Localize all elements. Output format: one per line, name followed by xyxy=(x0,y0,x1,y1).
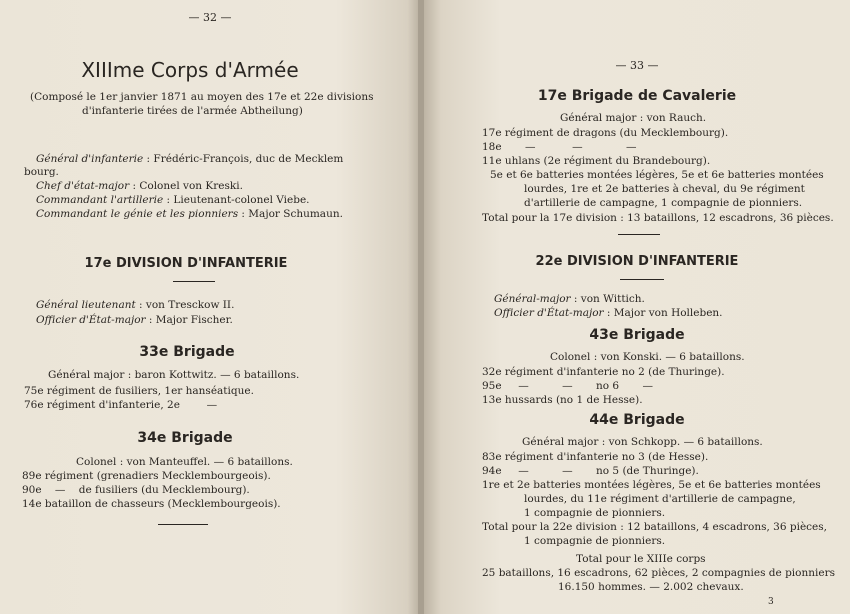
cavalry-17-line-5: lourdes, 1re et 2e batteries à cheval, du 9e régiment xyxy=(524,183,805,195)
division-17-rule xyxy=(173,281,215,282)
artillery-commander-label: Commandant l'artillerie xyxy=(36,194,164,206)
brigade-43-line-2: 95e — — no 6 — xyxy=(482,380,653,392)
infantry-general xyxy=(36,153,343,165)
staff-officer-right-value: : Major von Holleben. xyxy=(603,307,723,319)
left-page xyxy=(0,0,420,614)
brigade-33-line-1: 75e régiment de fusiliers, 1er hanséatique. xyxy=(24,385,254,397)
brigade-34-title: 34e Brigade xyxy=(137,430,233,446)
brigade-44-line-1: 83e régiment d'infanterie no 3 (de Hesse). xyxy=(482,451,709,463)
brigade-43-line-1: 32e régiment d'infanterie no 2 (de Thuringe). xyxy=(482,366,725,378)
division-22-title: 22e DIVISION D'INFANTERIE xyxy=(535,254,739,269)
brigade-33-title: 33e Brigade xyxy=(139,344,235,360)
brigade-43-title: 43e Brigade xyxy=(589,327,685,343)
corps-total-1: Total pour le XIIIe corps xyxy=(576,553,706,565)
general-major-22 xyxy=(494,293,645,305)
staff-officer-left xyxy=(36,314,233,326)
division-22-rule xyxy=(620,279,664,280)
brigade-44-line-3: 1re et 2e batteries montées légères, 5e et 6e batteries montées xyxy=(482,479,821,491)
cavalry-17-line-2: 18e — — — xyxy=(482,141,637,153)
brigade-44-title: 44e Brigade xyxy=(589,412,685,428)
infantry-general-value: : Frédéric-François, duc de Mecklem xyxy=(143,153,344,165)
brigade-43-commander: Colonel : von Konski. — 6 bataillons. xyxy=(550,351,745,363)
composition-line-1: (Composé le 1er janvier 1871 au moyen des 17e et 22e divisions xyxy=(30,91,374,103)
staff-officer-left-label: Officier d'État-major xyxy=(36,314,146,326)
corps-title: XIIIme Corps d'Armée xyxy=(81,58,299,82)
corps-total-3: 16.150 hommes. — 2.002 chevaux. xyxy=(558,581,744,593)
cavalry-17-total: Total pour la 17e division : 13 bataillons, 12 escadrons, 36 pièces. xyxy=(482,212,834,224)
engineers-commander-label: Commandant le génie et les pionniers xyxy=(36,208,239,220)
brigade-34-line-3: 14e bataillon de chasseurs (Mecklembourgeois). xyxy=(22,498,281,510)
cavalry-17-rule xyxy=(618,234,660,235)
brigade-34-commander: Colonel : von Manteuffel. — 6 bataillons. xyxy=(76,456,293,468)
cavalry-17-title: 17e Brigade de Cavalerie xyxy=(537,88,737,104)
general-lieutenant-label: Général lieutenant xyxy=(36,299,136,311)
cavalry-17-line-6: d'artillerie de campagne, 1 compagnie de pionniers. xyxy=(524,197,803,209)
general-major-22-label: Général-major xyxy=(494,293,571,305)
brigade-33-commander: Général major : baron Kottwitz. — 6 bataillons. xyxy=(48,369,300,381)
cavalry-17-line-4: 5e et 6e batteries montées légères, 5e et 6e batteries montées xyxy=(490,169,824,181)
chief-of-staff-label: Chef d'état-major xyxy=(36,180,130,192)
artillery-commander-value: : Lieutenant-colonel Viebe. xyxy=(163,194,310,206)
staff-officer-left-value: : Major Fischer. xyxy=(145,314,233,326)
chief-of-staff-value: : Colonel von Kreski. xyxy=(129,180,243,192)
engineers-commander xyxy=(36,208,343,220)
page-number-right: — 33 — xyxy=(615,59,659,72)
division-17-title: 17e DIVISION D'INFANTERIE xyxy=(84,256,288,271)
staff-officer-right-label: Officier d'État-major xyxy=(494,307,604,319)
brigade-34-line-1: 89e régiment (grenadiers Mecklembourgeois). xyxy=(22,470,271,482)
cavalry-17-line-3: 11e uhlans (2e régiment du Brandebourg). xyxy=(482,155,711,167)
brigade-44-line-2: 94e — — no 5 (de Thuringe). xyxy=(482,465,699,477)
left-page-end-rule xyxy=(158,524,208,525)
general-lieutenant xyxy=(36,299,234,311)
brigade-43-line-3: 13e hussards (no 1 de Hesse). xyxy=(482,394,643,406)
brigade-34-line-2: 90e — de fusiliers (du Mecklembourg). xyxy=(22,484,250,496)
infantry-general-continued: bourg. xyxy=(24,166,59,178)
brigade-44-line-4: lourdes, du 11e régiment d'artillerie de campagne, xyxy=(524,493,796,505)
chief-of-staff xyxy=(36,180,243,192)
infantry-general-label: Général d'infanterie xyxy=(36,153,144,165)
division-22-total-2: 1 compagnie de pionniers. xyxy=(524,535,666,547)
page-number-left: — 32 — xyxy=(188,11,232,24)
cavalry-17-commander: Général major : von Rauch. xyxy=(560,112,707,124)
cavalry-17-line-1: 17e régiment de dragons (du Mecklembourg). xyxy=(482,127,729,139)
brigade-44-line-5: 1 compagnie de pionniers. xyxy=(524,507,666,519)
corps-total-2: 25 bataillons, 16 escadrons, 62 pièces, 2 compagnies de pionniers xyxy=(482,567,835,579)
right-page xyxy=(424,0,850,614)
artillery-commander xyxy=(36,194,310,206)
engineers-commander-value: : Major Schumaun. xyxy=(238,208,343,220)
staff-officer-right xyxy=(494,307,723,319)
brigade-33-line-2: 76e régiment d'infanterie, 2e — xyxy=(24,399,218,411)
general-lieutenant-value: : von Tresckow II. xyxy=(135,299,235,311)
general-major-22-value: : von Wittich. xyxy=(570,293,645,305)
brigade-44-commander: Général major : von Schkopp. — 6 bataillons. xyxy=(522,436,763,448)
composition-line-2: d'infanterie tirées de l'armée Abtheilung) xyxy=(82,105,303,117)
division-22-total-1: Total pour la 22e division : 12 bataillons, 4 escadrons, 36 pièces, xyxy=(482,521,827,533)
footer-mark: 3 xyxy=(768,597,774,607)
